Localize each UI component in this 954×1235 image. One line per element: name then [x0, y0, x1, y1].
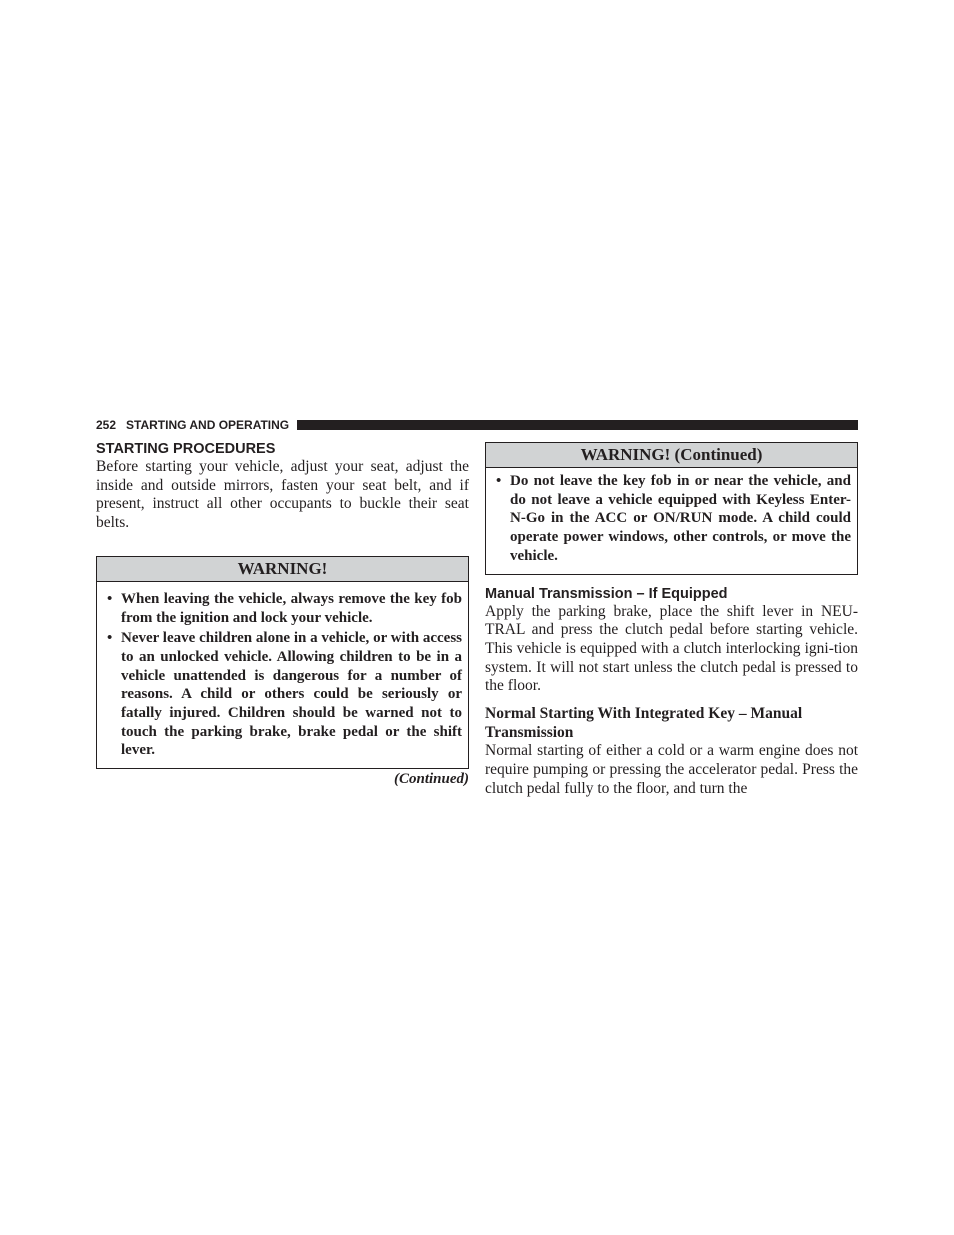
starting-procedures-heading: STARTING PROCEDURES [96, 441, 276, 457]
warning-item-text: Never leave children alone in a vehicle, or with access to an unlocked vehicle. Allowing children to be in a vehicle unattended is dangerous for a number of reasons. A child or others could be seriously or fatally injured. Children should be warned not to touch the parking brake, brake pedal or the shift lever. [121, 630, 462, 759]
right-column [485, 440, 858, 799]
warning-continued-list [486, 468, 857, 574]
warning-continued-title: WARNING! (Continued) [486, 443, 857, 468]
continued-note: (Continued) [393, 771, 469, 788]
warning-item [103, 629, 462, 760]
warning-item [492, 472, 851, 566]
manual-transmission-heading: Manual Transmission – If Equipped [485, 585, 728, 602]
page-number: 252 [96, 418, 117, 432]
warning-continued-box [485, 442, 858, 575]
section-title: STARTING AND OPERATING [126, 418, 290, 432]
normal-starting-heading: Normal Starting With Integrated Key – Manual Transmission [485, 705, 803, 741]
warning-item [103, 590, 462, 627]
warning-title: WARNING! [97, 557, 468, 582]
bullet-icon: • [107, 590, 113, 607]
bullet-icon: • [107, 630, 113, 647]
warning-item-text: When leaving the vehicle, always remove the key fob from the ignition and lock your vehicle. [121, 590, 462, 626]
manual-transmission-text: Apply the parking brake, place the shift lever in NEU-TRAL and press the clutch pedal before starting vehicle. This vehicle is equipped with a clutch interlocking igni-tion system. It will not start unless the clutch pedal is pressed to the floor. [485, 602, 858, 695]
page-header [96, 416, 858, 434]
warning-item-text: Do not leave the key fob in or near the vehicle, and do not leave a vehicle equipped with Keyless Enter-N-Go in the ACC or ON/RUN mode. A child could operate power windows, other controls, or move the vehicle. [510, 473, 851, 564]
normal-starting-text: Normal starting of either a cold or a warm engine does not require pumping or pressing the accelerator pedal. Press the clutch pedal fully to the floor, and turn the [485, 742, 858, 797]
header-rule [297, 420, 858, 430]
warning-list [97, 582, 468, 768]
bullet-icon: • [496, 473, 502, 489]
starting-procedures-intro: Before starting your vehicle, adjust your seat, adjust the inside and outside mirrors, fasten your seat belt, and if present, instruct all other occupants to buckle their seat belts. [96, 458, 469, 532]
left-column [96, 440, 469, 788]
warning-box [96, 556, 469, 769]
